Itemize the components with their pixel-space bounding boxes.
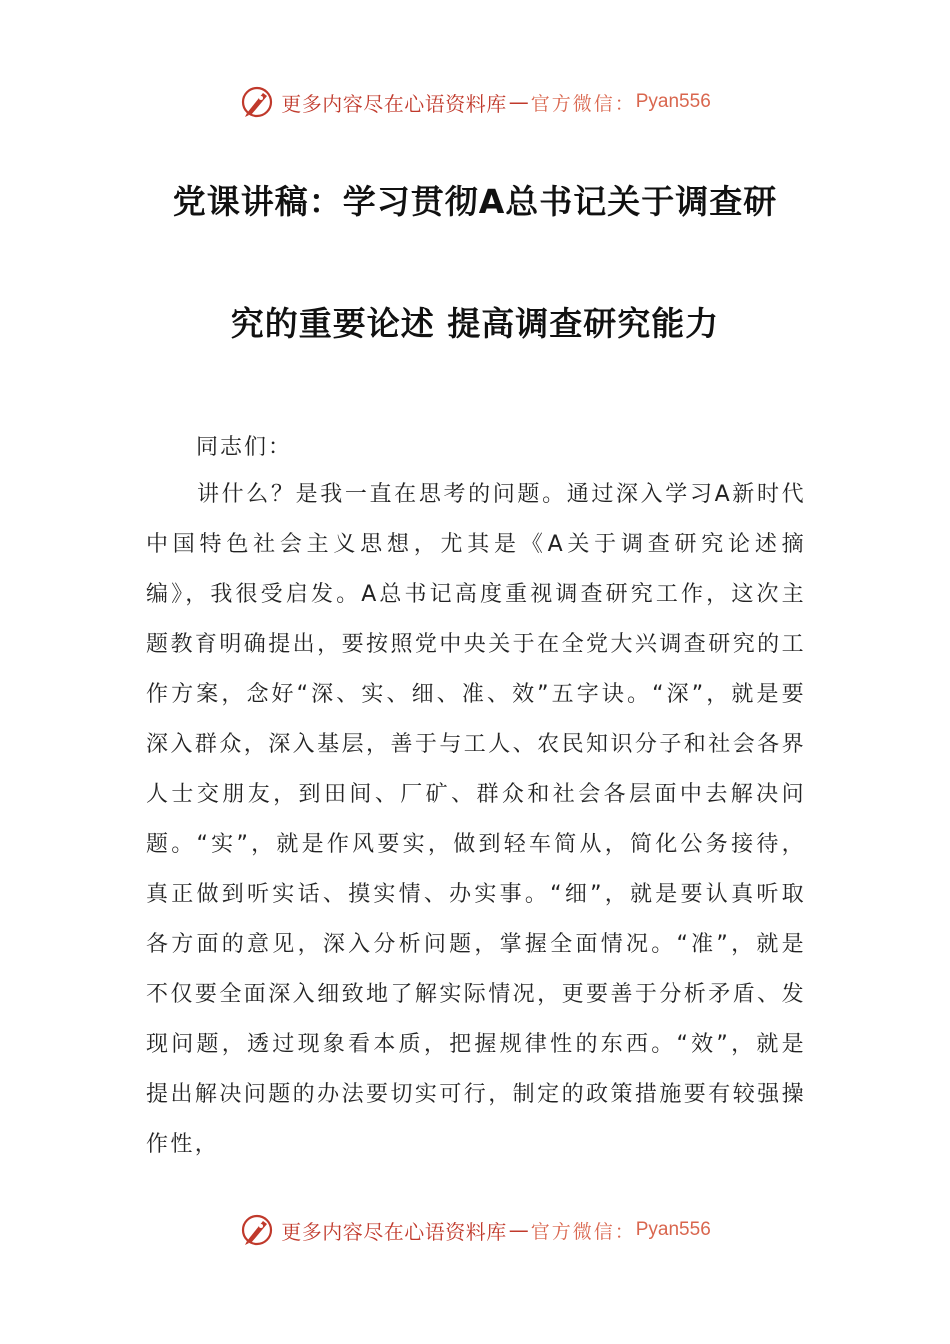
banner-wechat-label: 官方微信： [530, 1220, 636, 1243]
footer-banner [0, 1208, 950, 1252]
banner-wechat-id: Pyan556 [635, 1219, 711, 1240]
salutation: 同志们： [196, 435, 293, 460]
pen-logo-icon [239, 84, 275, 120]
banner-separator: — [508, 1218, 529, 1242]
document-title-line-2: 究的重要论述 提高调查研究能力 [230, 304, 720, 343]
banner-wechat-id: Pyan556 [635, 91, 711, 112]
pen-logo-icon [239, 1212, 275, 1248]
banner-text: 更多内容尽在心语资料库 [281, 1219, 507, 1244]
banner-text: 更多内容尽在心语资料库 [281, 91, 507, 116]
body-paragraph: 讲什么？是我一直在思考的问题。通过深入学习A新时代中国特色社会主义思想，尤其是《A关于调查研究论述摘编》，我很受启发。A总书记高度重视调查研究工作，这次主题教育明确提出，要按照党中央关于在全党大兴调查研究的工作方案，念好“深、实、细、准、效”五字诀。“深”，就是要深入群众，深入基层，善于与工人、农民知识分子和社会各界人士交朋友，到田间、厂矿、群众和社会各层面中去解决问题。“实”，就是作风要实，做到轻车简从，简化公务接待，真正做到听实话、摸实情、办实事。“细”，就是要认真听取各方面的意见，深入分析问题，掌握全面情况。“准”，就是不仅要全面深入细致地了解实际情况，更要善于分析矛盾、发现问题，透过现象看本质，把握规律性的东西。“效”，就是提出解决问题的办法要切实可行，制定的政策措施要有较强操作性， [146, 482, 806, 1157]
document-title-line-1: 党课讲稿：学习贯彻A总书记关于调查研 [172, 182, 778, 221]
header-banner [0, 80, 950, 124]
banner-separator: — [508, 90, 529, 114]
banner-wechat-label: 官方微信： [530, 92, 636, 115]
